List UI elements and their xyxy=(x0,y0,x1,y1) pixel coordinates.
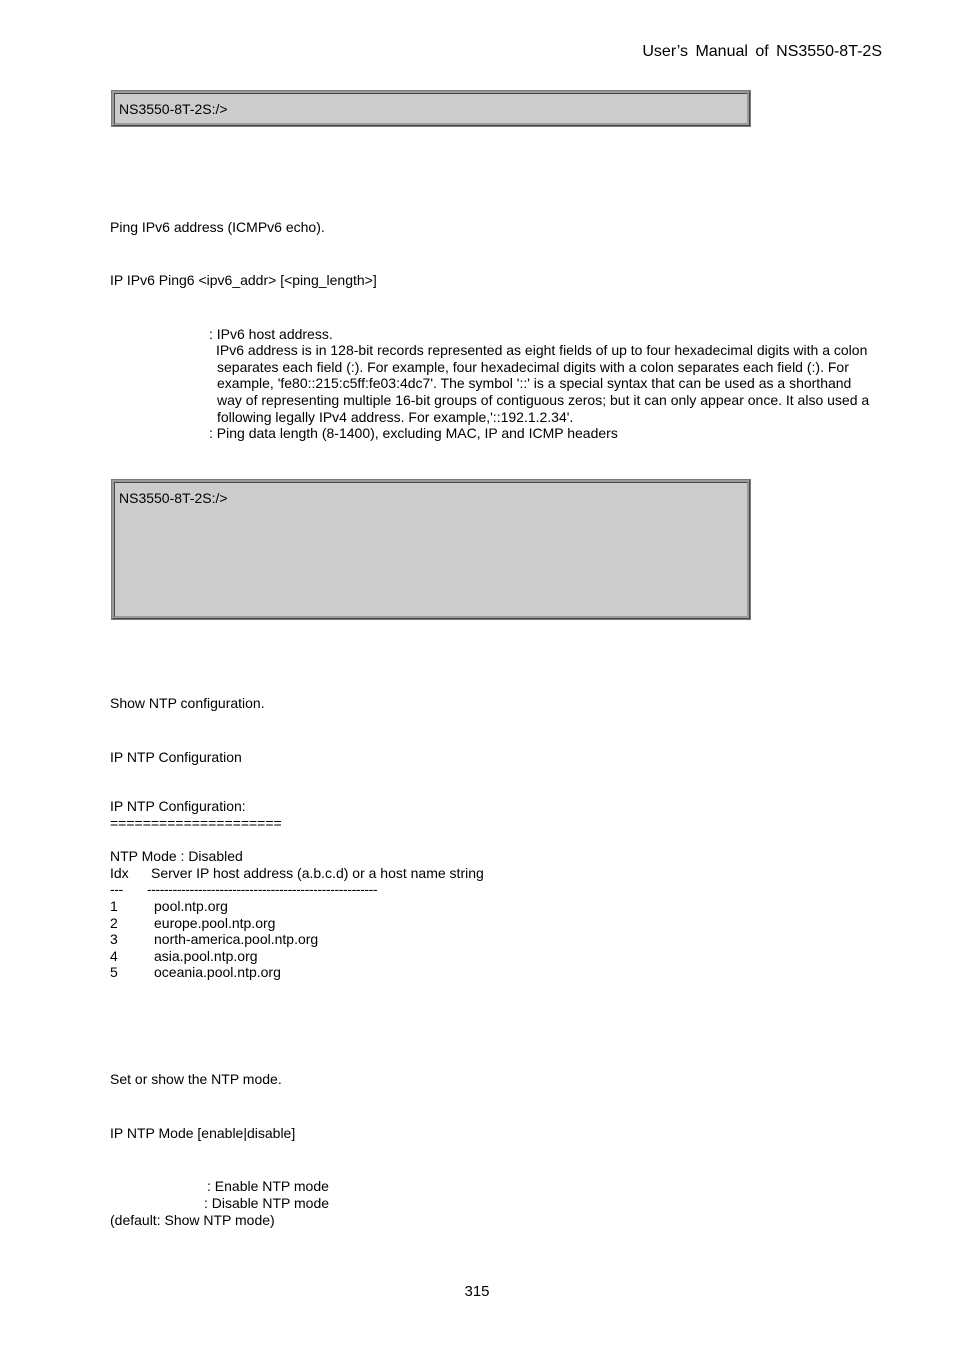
ping6-param-line: example, 'fe80::215:c5ff:fe03:4dc7'. The symbol '::' is a special syntax that can be used as a shorthand xyxy=(217,375,852,391)
ntp-row-server: europe.pool.ntp.org xyxy=(154,915,276,931)
ntp-sep-server: ------------------------------------------------------ xyxy=(147,881,378,897)
ntp-mode-param-enable: : Enable NTP mode xyxy=(207,1178,329,1194)
ping6-param-line: way of representing multiple 16-bit groups of contiguous zeros; but it can only appear once. It also used a xyxy=(217,392,870,408)
page-number: 315 xyxy=(464,1283,490,1300)
ntp-sep-idx: --- xyxy=(110,881,123,897)
ntp-output-title: IP NTP Configuration: xyxy=(110,798,246,814)
ping6-param-line: separates each field (:). For example, four hexadecimal digits with a colon separates each field (:). For xyxy=(217,359,849,375)
ntp-col-idx: Idx xyxy=(110,865,129,881)
ntp-row-server: asia.pool.ntp.org xyxy=(154,948,258,964)
ntp-mode-param-disable: : Disable NTP mode xyxy=(204,1195,330,1211)
ping6-param-line: : IPv6 host address. xyxy=(209,326,333,342)
cli-prompt: NS3550-8T-2S:/> xyxy=(119,101,228,117)
ntp-row-idx: 5 xyxy=(110,964,118,980)
cli-prompt: NS3550-8T-2S:/> xyxy=(119,490,228,506)
ping6-param-line: following legally IPv4 address. For example,'::192.1.2.34'. xyxy=(217,409,574,425)
cli-example-box xyxy=(112,91,750,126)
ntp-row-server: oceania.pool.ntp.org xyxy=(154,964,281,980)
ntp-config-description: Show NTP configuration. xyxy=(110,695,265,711)
ntp-mode-line: NTP Mode : Disabled xyxy=(110,848,243,864)
page-header: User’s Manual of NS3550-8T-2S xyxy=(642,43,882,60)
ntp-row-idx: 1 xyxy=(110,898,118,914)
ping6-syntax: IP IPv6 Ping6 <ipv6_addr> [<ping_length>] xyxy=(110,272,377,288)
ntp-mode-description: Set or show the NTP mode. xyxy=(110,1071,282,1087)
ntp-row-server: north-america.pool.ntp.org xyxy=(154,931,319,947)
ntp-mode-syntax: IP NTP Mode [enable|disable] xyxy=(110,1125,296,1141)
ping6-description: Ping IPv6 address (ICMPv6 echo). xyxy=(110,219,325,235)
ntp-mode-default: (default: Show NTP mode) xyxy=(110,1212,275,1228)
ntp-row-idx: 2 xyxy=(110,915,118,931)
ntp-row-idx: 4 xyxy=(110,948,118,964)
ntp-row-server: pool.ntp.org xyxy=(154,898,228,914)
ntp-output-rule: ===================== xyxy=(110,815,282,831)
ping6-param-line: : Ping data length (8-1400), excluding MAC, IP and ICMP headers xyxy=(209,425,618,441)
ntp-col-server: Server IP host address (a.b.c.d) or a host name string xyxy=(151,865,484,881)
cli-example-box xyxy=(112,480,750,619)
ntp-row-idx: 3 xyxy=(110,931,118,947)
ntp-config-syntax: IP NTP Configuration xyxy=(110,749,242,765)
ping6-param-line: IPv6 address is in 128-bit records represented as eight fields of up to four hexadecimal digits with a colon xyxy=(216,342,868,358)
